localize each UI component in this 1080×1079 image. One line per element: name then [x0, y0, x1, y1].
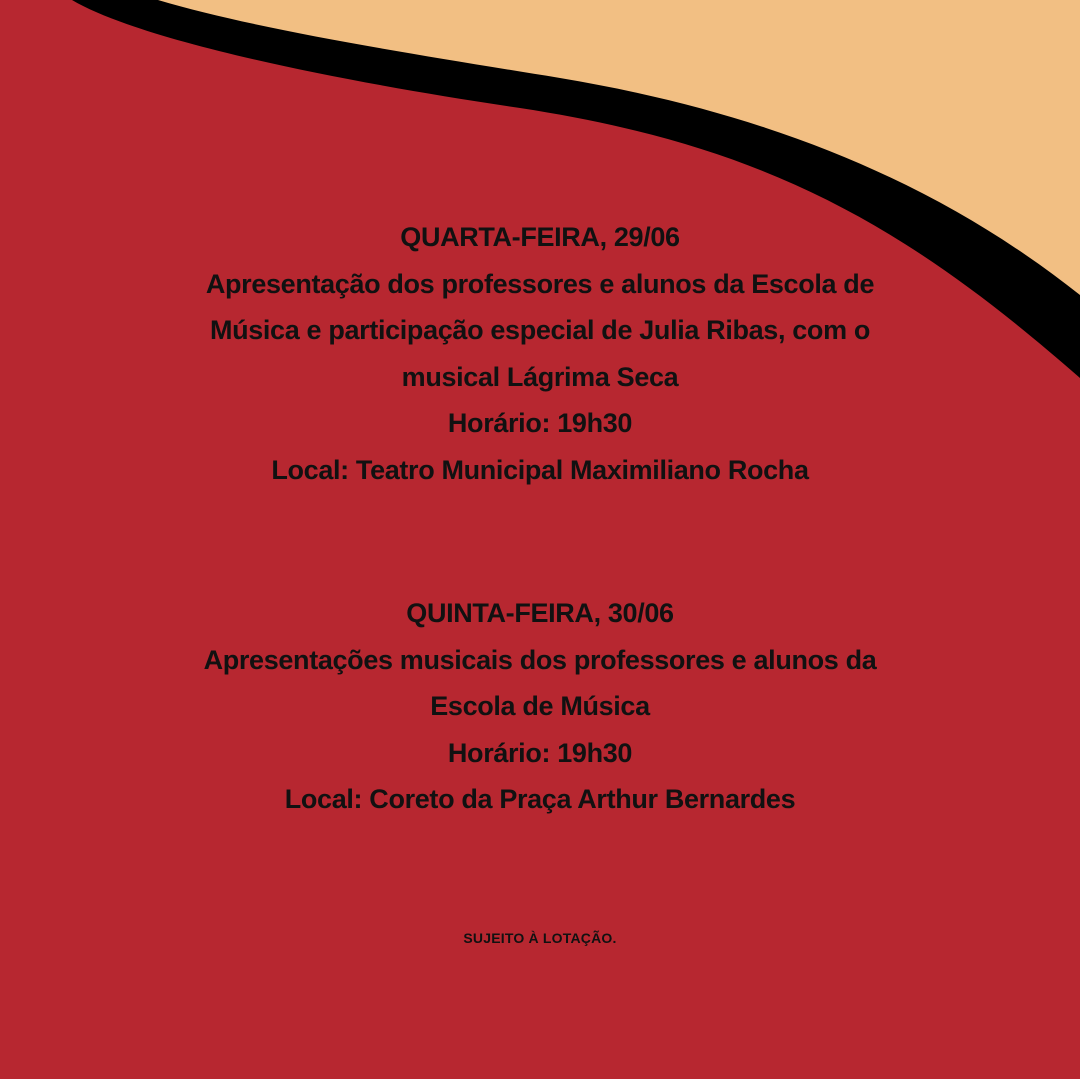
event-description-line: Apresentações musicais dos professores e alunos da: [203, 644, 877, 675]
event-wednesday: [140, 214, 940, 493]
event-day-heading: QUARTA-FEIRA, 29/06: [400, 222, 680, 252]
event-description-line: musical Lágrima Seca: [401, 361, 679, 392]
event-location: Local: Teatro Municipal Maximiliano Rocha: [271, 454, 809, 485]
event-time: Horário: 19h30: [447, 737, 633, 768]
event-description-line: Escola de Música: [430, 691, 650, 721]
event-description-line: Música e participação especial de Julia Ribas, com o: [209, 315, 871, 345]
event-day-heading: QUINTA-FEIRA, 30/06: [406, 598, 674, 628]
event-description-line: Apresentação dos professores e alunos da Escola de: [205, 268, 875, 299]
event-location: Local: Coreto da Praça Arthur Bernardes: [284, 784, 796, 814]
capacity-notice: SUJEITO À LOTAÇÃO.: [463, 930, 617, 946]
event-time: Horário: 19h30: [447, 408, 633, 438]
event-thursday: [140, 590, 940, 823]
